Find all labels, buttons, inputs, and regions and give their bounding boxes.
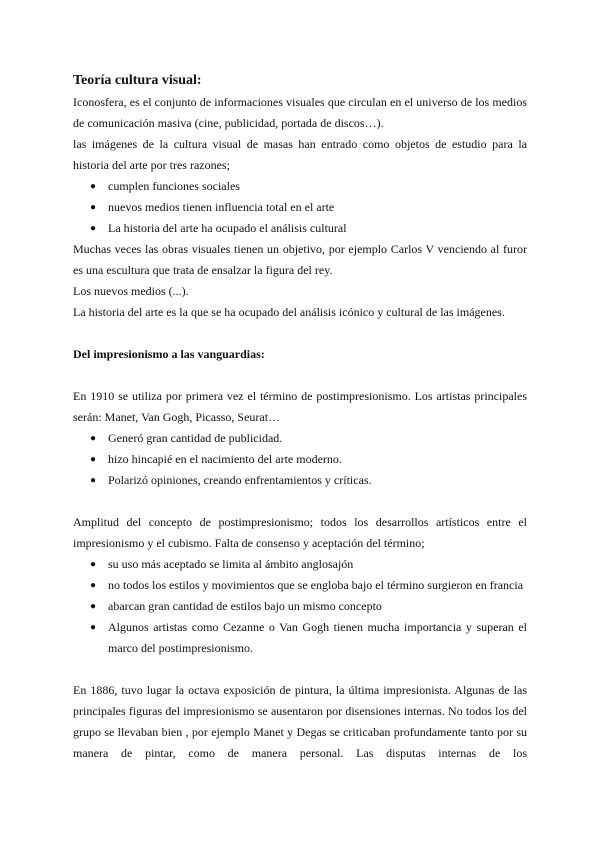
list-item: ● cumplen funciones sociales [73,176,527,197]
list-item: ● no todos los estilos y movimientos que se engloba bajo el término surgieron en francia [73,575,527,596]
list-item: ● abarcan gran cantidad de estilos bajo un mismo concepto [73,596,527,617]
paragraph-nuevos-medios: Los nuevos medios (...). [73,284,189,298]
list-item: ● su uso más aceptado se limita al ámbito anglosajón [73,554,527,575]
list-item: ● Polarizó opiniones, creando enfrentamientos y críticas. [73,470,527,491]
postimpresionismo-effects-list [73,428,527,491]
bullet-icon: ● [90,622,97,633]
bullet-icon: ● [90,181,97,192]
list-item: ● hizo hincapié en el nacimiento del arte moderno. [73,449,527,470]
paragraph-carlos-v: Muchas veces las obras visuales tienen un objetivo, por ejemplo Carlos V venciendo al furor es una escultura que trata de ensalzar la figura del rey. [73,242,527,277]
reasons-list [73,176,527,239]
bullet-icon: ● [90,580,97,591]
document-body [73,70,527,764]
bullet-icon: ● [90,559,97,570]
bullet-icon: ● [90,433,97,444]
bullet-icon: ● [90,202,97,213]
list-item: ● nuevos medios tienen influencia total en el arte [73,197,527,218]
paragraph-1910: En 1910 se utiliza por primera vez el término de postimpresionismo. Los artistas principales serán: Manet, Van Gogh, Picasso, Seurat… [73,389,527,424]
paragraph-amplitud: Amplitud del concepto de postimpresionismo; todos los desarrollos artísticos entre el impresionismo y el cubismo. Falta de consenso y aceptación del término; [73,515,527,550]
section-heading-vanguardias: Del impresionismo a las vanguardias: [73,347,265,361]
paragraph-historia-arte: La historia del arte es la que se ha ocupado del análisis icónico y cultural de las imágenes. [73,305,505,319]
bullet-icon: ● [90,475,97,486]
page-title: Teoría cultura visual: [73,73,202,88]
list-item: ● La historia del arte ha ocupado el análisis cultural [73,218,527,239]
bullet-icon: ● [90,454,97,465]
paragraph-1886: En 1886, tuvo lugar la octava exposición de pintura, la última impresionista. Algunas de las principales figuras del impresionismo se ausentaron por disensiones internas. No todos los del grupo se llevaban bien , por ejemplo Manet y Degas se criticaban profundamente tanto por su manera de pintar, como de manera personal. Las disputas internas de los [73,683,527,760]
list-item: ● Algunos artistas como Cezanne o Van Gogh tienen mucha importancia y superan el marco del postimpresionismo. [73,617,527,659]
list-item: ● Generó gran cantidad de publicidad. [73,428,527,449]
consensus-list [73,554,527,659]
paragraph-three-reasons: las imágenes de la cultura visual de masas han entrado como objetos de estudio para la historia del arte por tres razones; [73,137,527,172]
bullet-icon: ● [90,601,97,612]
paragraph-iconosfera: Iconosfera, es el conjunto de informaciones visuales que circulan en el universo de los medios de comunicación masiva (cine, publicidad, portada de discos…). [73,95,527,130]
bullet-icon: ● [90,223,97,234]
